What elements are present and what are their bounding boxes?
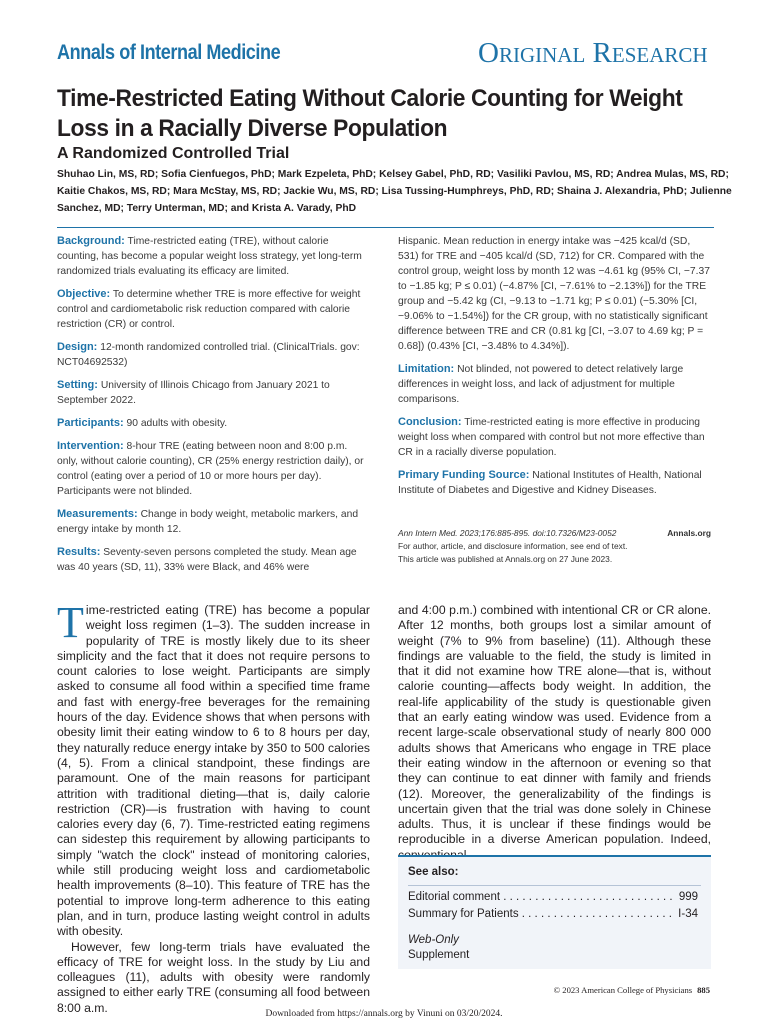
author-list: Shuhao Lin, MS, RD; Sofia Cienfuegos, PhD; Mark Ezpeleta, PhD; Kelsey Gabel, PhD, RD; Vasiliki Pavlou, MS, RD; Andrea Mulas, MS, RD; Kaitie Chakos, MS, RD; Mara McStay, MS, RD; Jackie Wu, MS, RD; Lisa Tussing-Humphreys, PhD, RD; Shaina J. Alexandria, PhD; Julienne Sanchez, MD; Terry Unterman, MD; and Krista A. Varady, PhD xyxy=(57,169,732,214)
copyright: © 2023 American College of Physicians 885 xyxy=(553,985,710,995)
abstract-left-column xyxy=(57,234,370,583)
abstract-intervention: Intervention: 8-hour TRE (eating between noon and 8:00 p.m. only, without calorie counting), CR (25% energy restriction daily), or control (eating over a period of 10 or more hours per day). Participants were not blinded. xyxy=(57,440,364,497)
article-title: Time-Restricted Eating Without Calorie Counting for Weight Loss in a Racially Diverse Population xyxy=(57,85,683,142)
body-paragraph-1: Time-restricted eating (TRE) has become a popular weight loss regimen (1–3). The sudden increase in popularity of TRE is mostly likely due to its sheer simplicity and the fact that it does not require persons to count calories to lose weight. Participants are simply asked to consume all food within a specified time frame and fast with energy-free beverages for the remaining hours of the day. Evidence shows that when persons with obesity limit their eating window to 6 to 8 hours per day, they naturally reduce energy intake by 350 to 500 calories (4, 5). From a clinical standpoint, these findings are paramount. One of the main reasons for participant attrition with traditional dieting—that is, daily calorie restriction (CR)—is frustration with having to count calories every day (6, 7). Time-restricted eating regimens can sidestep this requirement by allowing participants to simply "watch the clock" instead of monitoring calories, while still producing weight loss and cardiometabolic health improvements (8–10). This feature of TRE has the potential to improve long-term adherence to this eating plan, and in turn, produce lasting weight control in adults with obesity. xyxy=(57,598,370,939)
body-left-column xyxy=(57,598,370,1016)
see-also-editorial[interactable]: Editorial comment . . . 999 xyxy=(408,891,698,903)
see-also-summary[interactable]: Summary for Patients . . . I-34 xyxy=(408,908,698,920)
citation-ref: Ann Intern Med. 2023;176:885-895. doi:10.7326/M23-0052 xyxy=(398,528,617,538)
see-also-box xyxy=(398,855,711,969)
abstract-design: Design: 12-month randomized controlled trial. (ClinicalTrials. gov: NCT04692532) xyxy=(57,341,360,368)
see-also-heading: See also: xyxy=(408,866,459,878)
citation-published: This article was published at Annals.org on 27 June 2023. xyxy=(398,554,613,564)
body-paragraph-2: However, few long-term trials have evaluated the efficacy of TRE for weight loss. In the study by Liu and colleagues (11), adults with obesity were randomly assigned to either early TRE (consuming all food between 8:00 a.m. xyxy=(57,939,370,1015)
abstract-right-column xyxy=(398,234,711,506)
abstract-results: Results: Seventy-seven persons completed the study. Mean age was 40 years (SD, 11), 33% were Black, and 46% were xyxy=(57,546,357,573)
journal-name: Annals of Internal Medicine xyxy=(57,41,281,64)
abstract-funding: Primary Funding Source: National Institutes of Health, National Institute of Diabetes and Digestive and Kidney Diseases. xyxy=(398,469,702,496)
abstract-background: Background: Time-restricted eating (TRE), without calorie counting, has become a popular weight loss strategy, yet long-term randomized trials evaluating its efficacy are limited. xyxy=(57,235,362,277)
web-only-label: Web-Only xyxy=(408,934,459,946)
download-notice: Downloaded from https://annals.org by Vinuni on 03/20/2024. xyxy=(265,1009,503,1019)
drop-cap: T xyxy=(57,598,84,647)
citation-block xyxy=(398,527,711,566)
abstract-divider xyxy=(57,227,714,228)
body-right-column xyxy=(398,603,711,863)
section-label: ORIGINAL RESEARCH xyxy=(478,37,708,69)
abstract-setting: Setting: University of Illinois Chicago from January 2021 to September 2022. xyxy=(57,379,330,406)
body-paragraph-3: and 4:00 p.m.) combined with intentional CR or CR alone. After 12 months, both groups lost a similar amount of weight (7% to 9% from baseline) (11). Although these findings are valuable to the field, the study is limited in that it did not examine how TRE alone—that is, without calorie counting—affects body weight. In addition, the real-life applicability of the study is questionable given that an early eating window was used. Evidence from a recent large-scale observational study of nearly 800 000 adults shows that Americans who engage in TRE place their eating window in the afternoon or evening so that they can continue to eat dinner with family and friends (12). Moreover, the generalizability of the findings is uncertain given that the trial was done solely in Chinese adults. Thus, it is unclear if these findings would be reproducible in a diverse American population. Indeed, xyxy=(398,603,711,847)
citation-info: For author, article, and disclosure information, see end of text. xyxy=(398,541,628,551)
abstract-results-cont: Hispanic. Mean reduction in energy intake was −425 kcal/d (SD, 531) for TRE and −405 kcal/d (SD, 712) for CR. Compared with the control group, weight loss by month 12 was −4.61 kg (95% CI, −7.37 to −1.85 kg; P ≤ 0.01) (−4.87% [CI, −7.61% to −2.13%]) for the TRE group and −5.42 kg (CI, −9.13 to −1.71 kg; P ≤ 0.01) (−5.30% [CI, −9.06% to −1.54%]) for the CR group, with no statistically significant difference between TRE and CR (0.81 kg [CI, −3.07 to 4.69 kg; P = 0.68]) (0.43% [CI, −3.48% to 4.34%]). xyxy=(398,236,710,352)
supplement-link[interactable]: Supplement xyxy=(408,949,470,961)
abstract-participants: Participants: 90 adults with obesity. xyxy=(57,417,228,429)
abstract-conclusion: Conclusion: Time-restricted eating is more effective in producing weight loss when compared with control but not more effective than CR in a racially diverse population. xyxy=(398,416,705,458)
abstract-limitation: Limitation: Not blinded, not powered to detect relatively large differences in weight loss, and lack of adjustment for multiple comparisons. xyxy=(398,363,684,405)
article-subtitle: A Randomized Controlled Trial xyxy=(57,145,290,162)
page-number: 885 xyxy=(697,985,710,995)
annals-link[interactable]: Annals.org xyxy=(667,528,711,538)
abstract-measurements: Measurements: Change in body weight, metabolic markers, and energy intake by month 12. xyxy=(57,508,359,535)
see-also-rule xyxy=(408,885,701,886)
abstract-objective: Objective: To determine whether TRE is more effective for weight control and cardiometabolic risk reduction compared with calorie restriction (CR) or control. xyxy=(57,288,361,330)
